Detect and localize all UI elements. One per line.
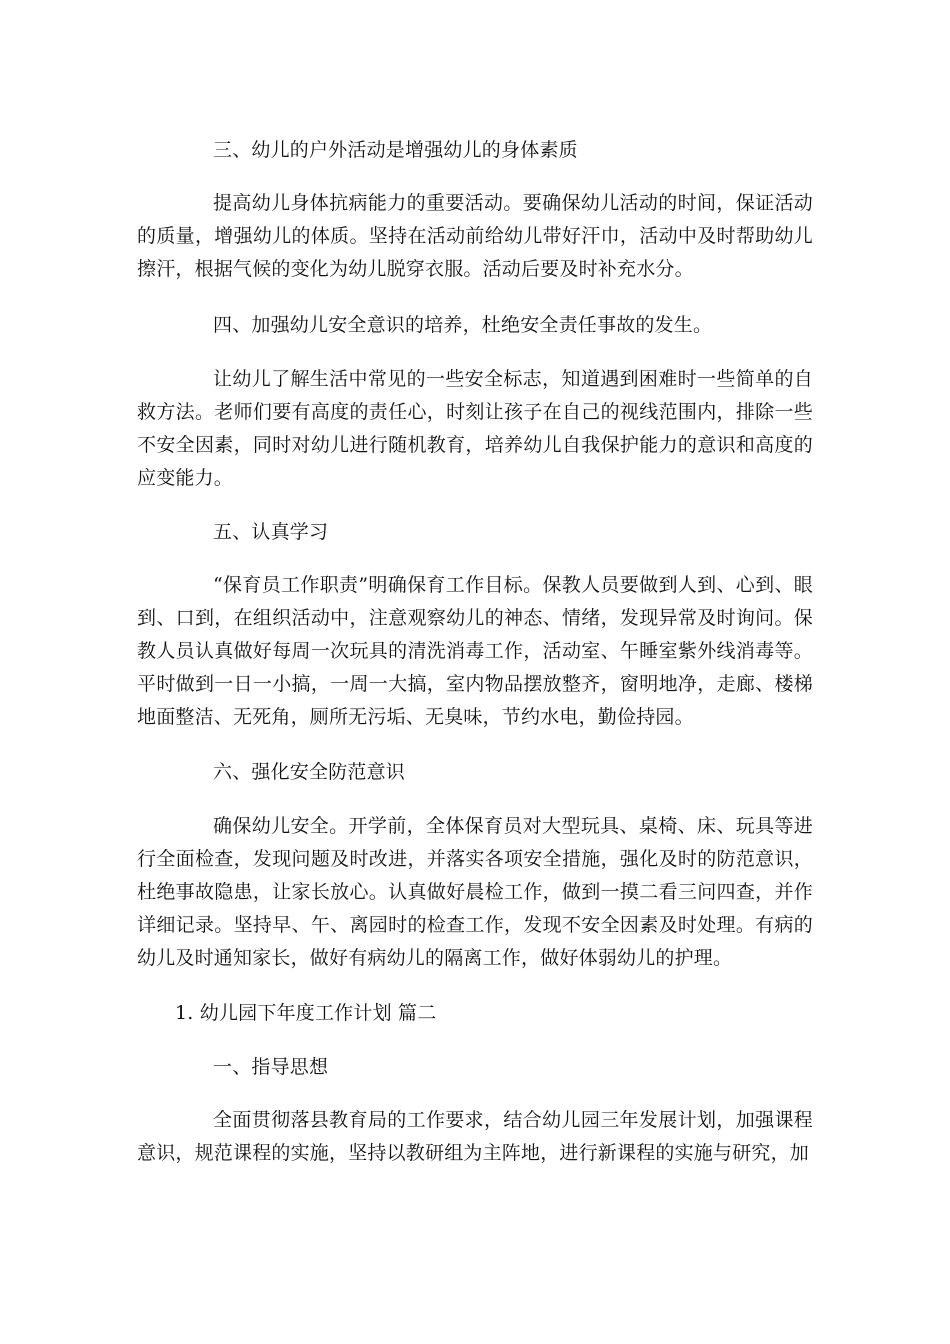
paragraph-outdoor-activity: 提高幼儿身体抗病能力的重要活动。要确保幼儿活动的时间，保证活动的质量，增强幼儿的体质。坚持在活动前给幼儿带好汗巾，活动中及时帮助幼儿擦汗，根据气候的变化为幼儿脱穿衣服。活动后要及时补充水分。 bbox=[137, 192, 813, 280]
section-heading-5: 五、认真学习 bbox=[213, 521, 329, 543]
section-heading-4: 四、加强幼儿安全意识的培养，杜绝安全责任事故的发生。 bbox=[213, 314, 713, 336]
section-heading-3: 三、幼儿的户外活动是增强幼儿的身体素质 bbox=[213, 139, 578, 161]
paragraph-guiding-ideology: 全面贯彻落县教育局的工作要求，结合幼儿园三年发展计划，加强课程意识，规范课程的实施，坚持以教研组为主阵地，进行新课程的实施与研究，加 bbox=[137, 1109, 813, 1164]
paragraph-safety-awareness: 让幼儿了解生活中常见的一些安全标志，知道遇到困难时一些简单的自救方法。老师们要有高度的责任心，时刻让孩子在自己的视线范围内，排除一些不安全因素，同时对幼儿进行随机教育，培养幼儿自我保护能力的意识和高度的应变能力。 bbox=[137, 368, 813, 489]
paragraph-safety-prevention: 确保幼儿安全。开学前，全体保育员对大型玩具、桌椅、床、玩具等进行全面检查，发现问题及时改进，并落实各项安全措施，强化及时的防范意识，杜绝事故隐患，让家长放心。认真做好晨检工作，做到一摸二看三问四查，并作详细记录。坚持早、午、离园时的检查工作，发现不安全因素及时处理。有病的幼儿及时通知家长，做好有病幼儿的隔离工作，做好体弱幼儿的护理。 bbox=[137, 815, 813, 969]
section-heading-1: 一、指导思想 bbox=[213, 1056, 329, 1078]
section-heading-6: 六、强化安全防范意识 bbox=[213, 761, 406, 783]
plan-subtitle: 1. 幼儿园下年度工作计划 篇二 bbox=[175, 1002, 437, 1024]
paragraph-study-duties: “保育员工作职责”明确保育工作目标。保教人员要做到人到、心到、眼到、口到，在组织活动中，注意观察幼儿的神态、情绪，发现异常及时询问。保教人员认真做好每周一次玩具的清洗消毒工作，活动室、午睡室紫外线消毒等。平时做到一日一小搞，一周一大搞，室内物品摆放整齐，窗明地净，走廊、楼梯地面整洁、无死角，厕所无污垢、无臭味，节约水电，勤俭持园。 bbox=[137, 574, 813, 728]
